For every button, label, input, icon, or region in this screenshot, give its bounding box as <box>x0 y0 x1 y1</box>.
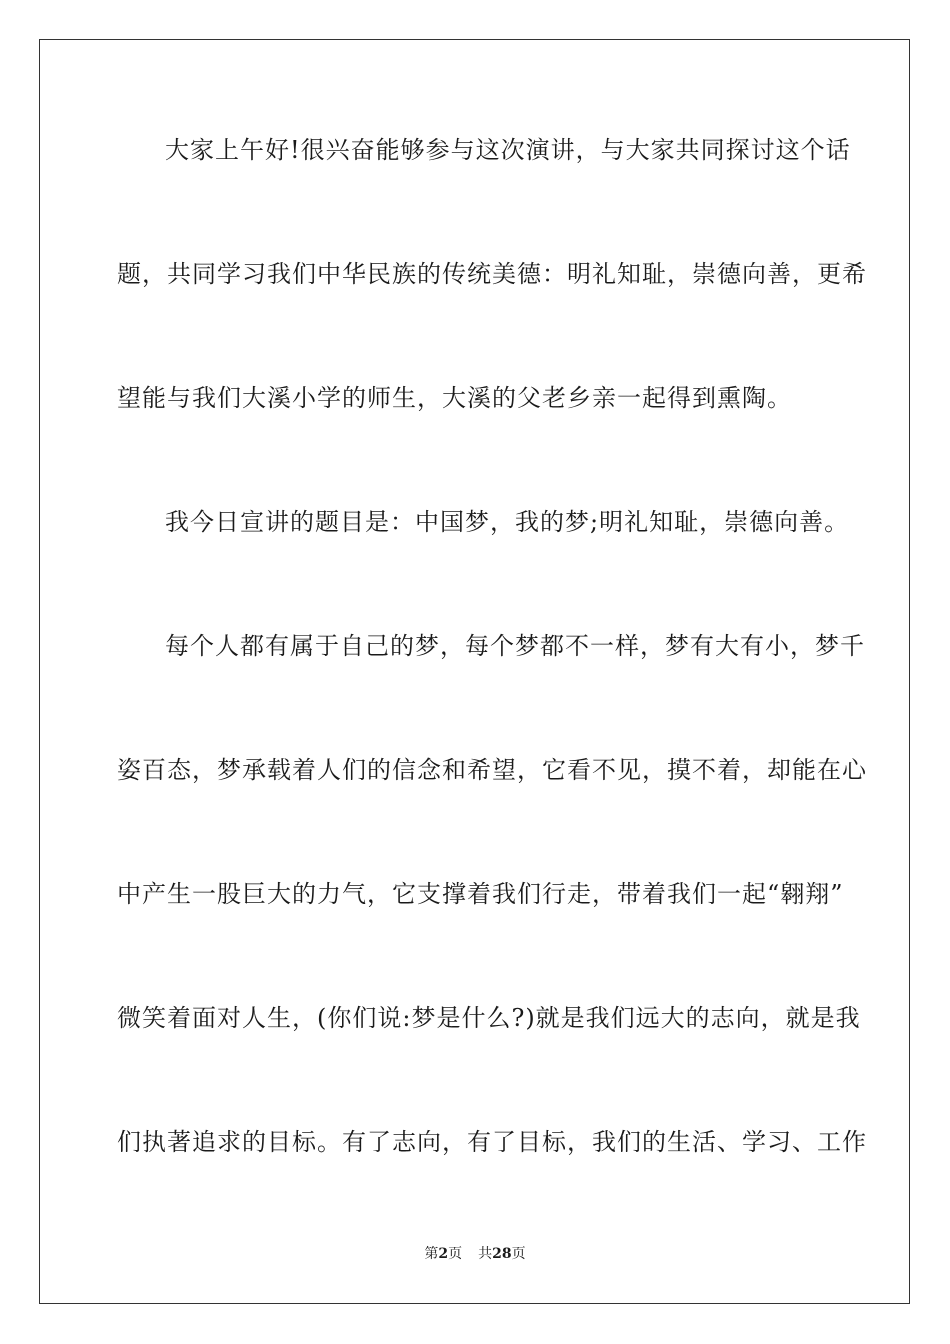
paragraph-3-line-3: 中产生一股巨大的力气，它支撑着我们行走，带着我们一起“翱翔” <box>117 880 844 908</box>
page-number: 2 <box>438 1246 449 1262</box>
total-pages: 28 <box>492 1246 512 1262</box>
page-footer <box>0 1245 950 1263</box>
total-pages-label <box>478 1245 525 1263</box>
page-number-label <box>424 1245 462 1263</box>
page-prefix: 第 <box>424 1246 439 1262</box>
paragraph-3-line-2: 姿百态，梦承载着人们的信念和希望，它看不见，摸不着，却能在心 <box>117 756 867 784</box>
paragraph-1-line-2: 题，共同学习我们中华民族的传统美德：明礼知耻，崇德向善，更希 <box>117 260 867 288</box>
total-suffix: 页 <box>511 1246 526 1262</box>
paragraph-1-line-3: 望能与我们大溪小学的师生，大溪的父老乡亲一起得到熏陶。 <box>117 384 792 412</box>
paragraph-2-line-1: 我今日宣讲的题目是：中国梦，我的梦;明礼知耻，崇德向善。 <box>165 508 850 536</box>
paragraph-3-line-1: 每个人都有属于自己的梦，每个梦都不一样，梦有大有小，梦千 <box>165 632 865 660</box>
paragraph-3-line-5: 们执著追求的目标。有了志向，有了目标，我们的生活、学习、工作 <box>117 1128 867 1156</box>
paragraph-3-line-4: 微笑着面对人生，(你们说:梦是什么?)就是我们远大的志向，就是我 <box>117 1004 861 1032</box>
page-border <box>39 39 910 1304</box>
paragraph-1-line-1: 大家上午好!很兴奋能够参与这次演讲，与大家共同探讨这个话 <box>165 136 851 164</box>
total-prefix: 共 <box>478 1246 493 1262</box>
page-suffix: 页 <box>448 1246 463 1262</box>
